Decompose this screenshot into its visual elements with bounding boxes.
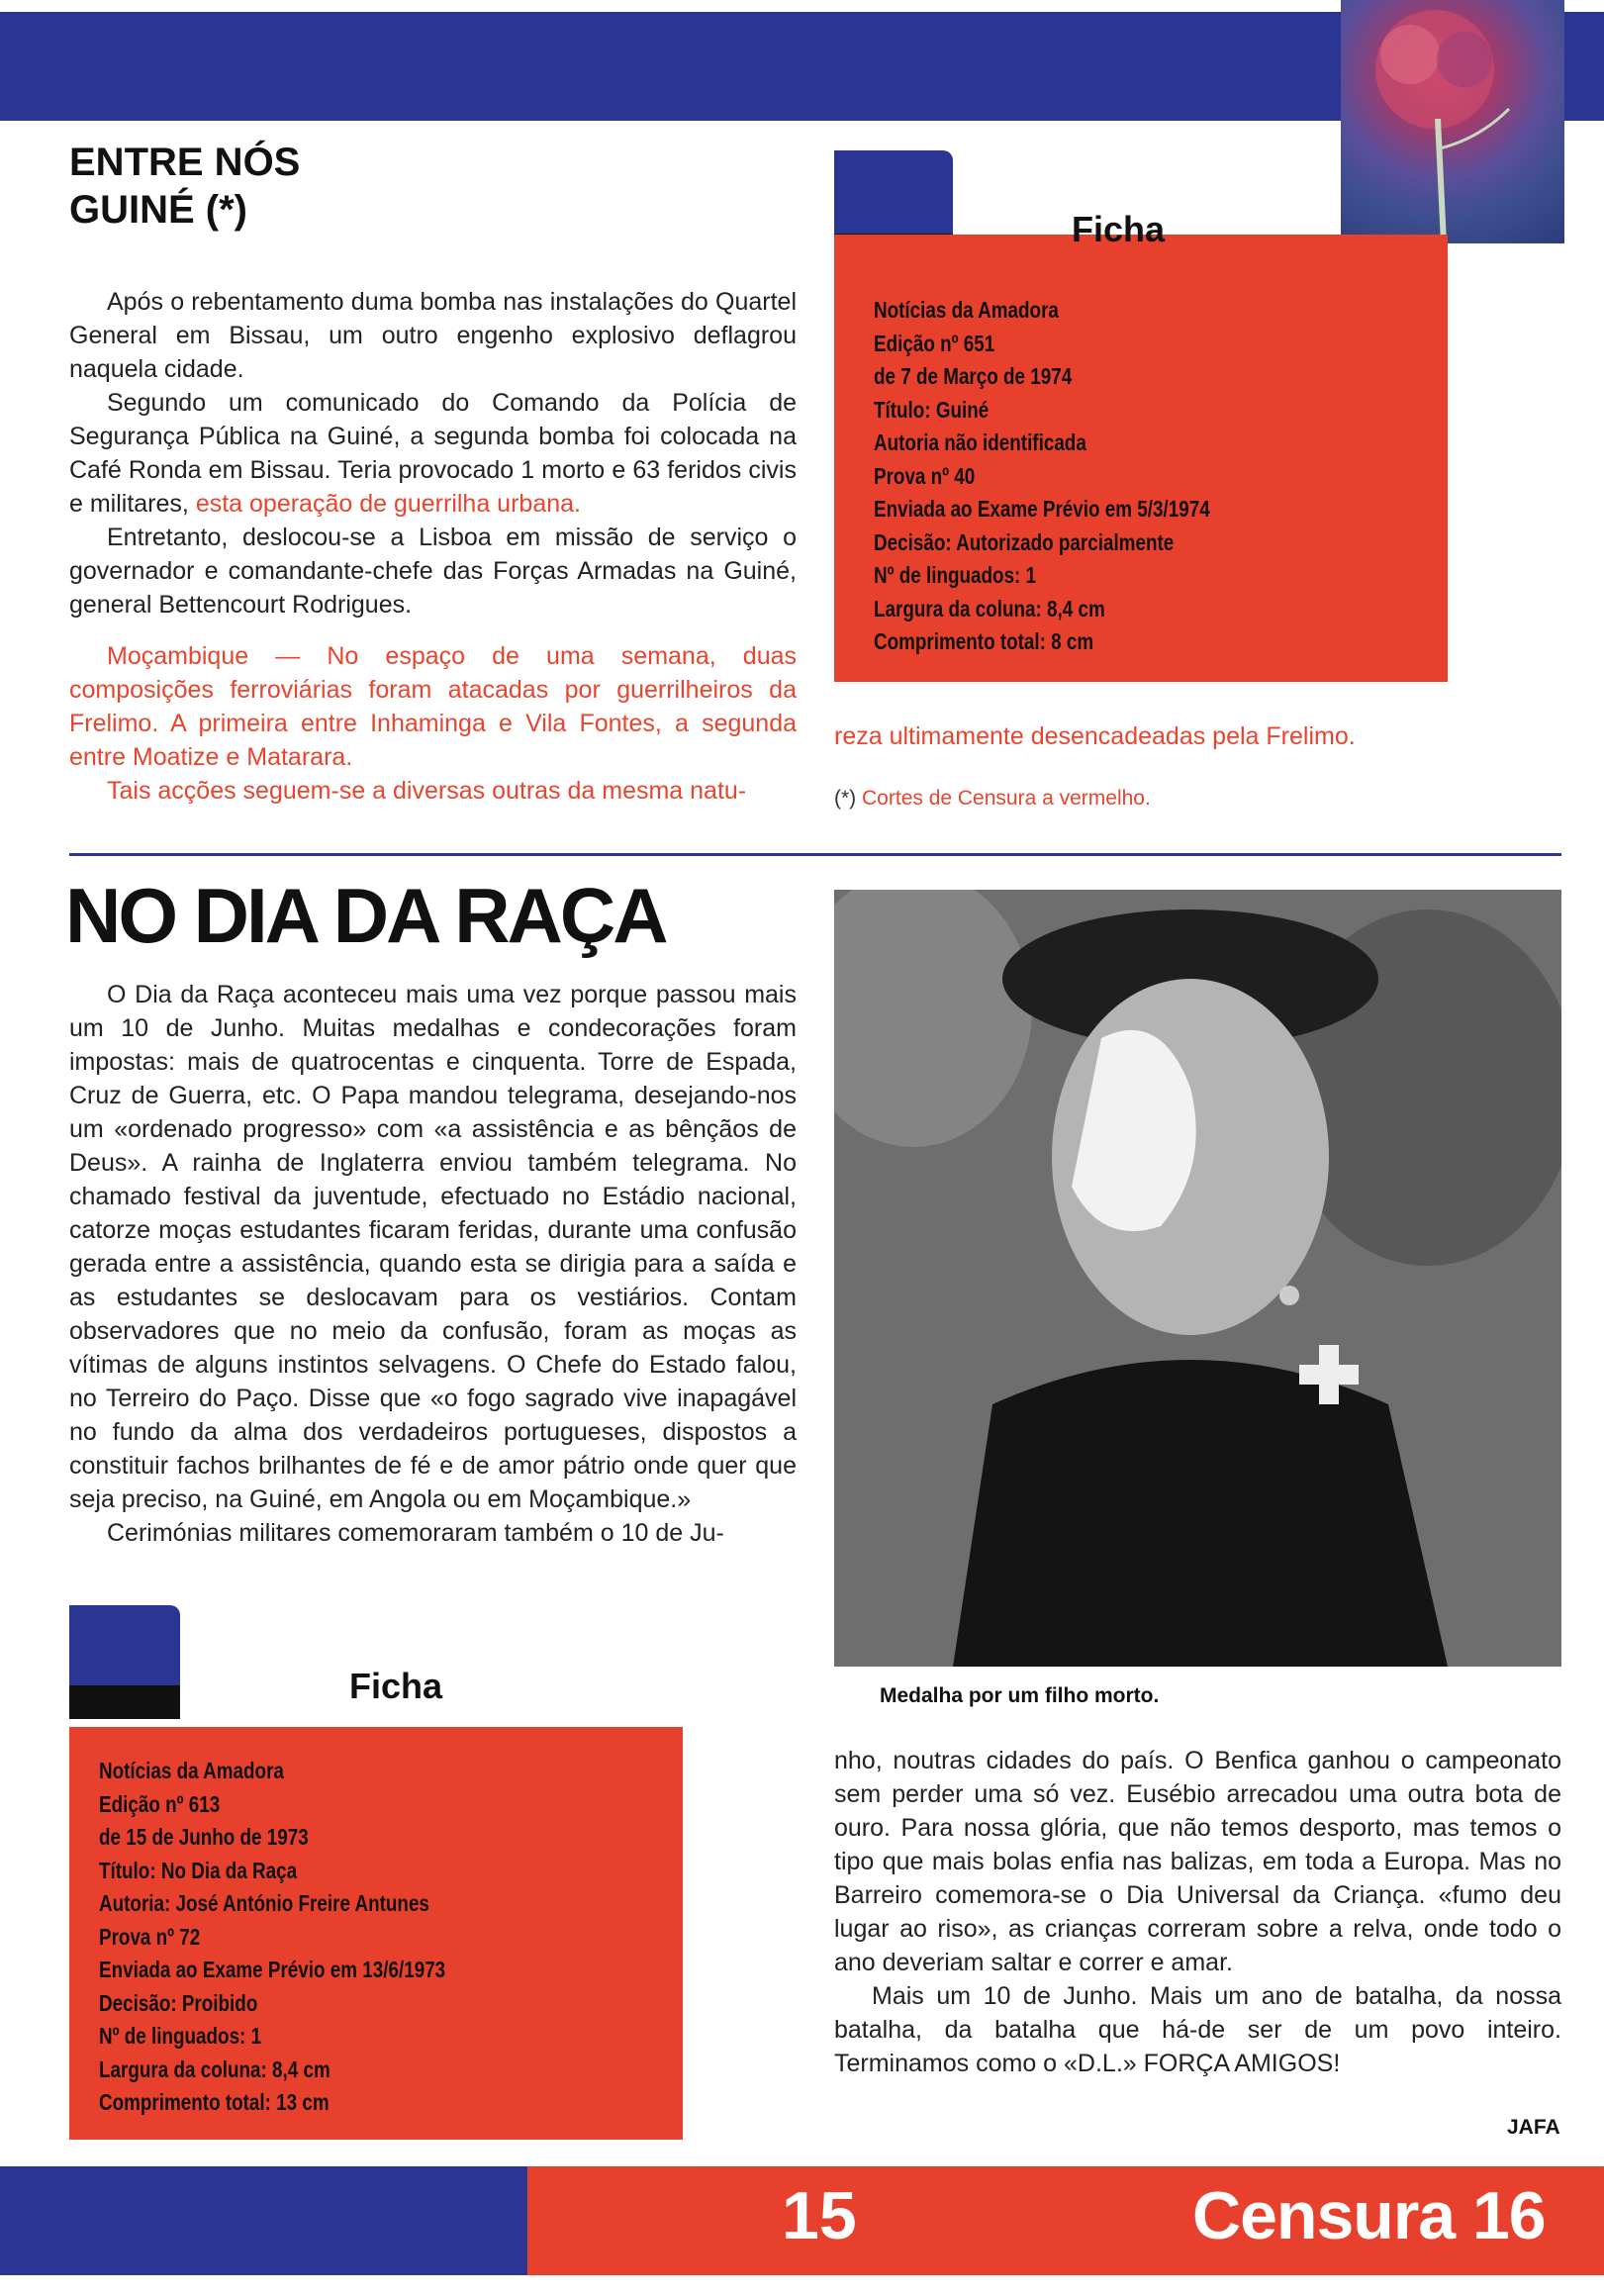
publication-brand: Censura 16 bbox=[1192, 2178, 1546, 2253]
article-paragraph: O Dia da Raça aconteceu mais uma vez porque passou mais um 10 de Junho. Muitas medalhas e condecorações foram impostas: mais de quatrocentas e cinquenta. Torre de Espada, Cruz de Guerra, etc. O Papa mandou telegrama, desejando-nos um «ordenado progresso» com «a assistência e as bênçãos de Deus». A rainha de Inglaterra enviou também telegrama. No chamado festival da juventude, efectuado no Estádio nacional, catorze moças estudantes ficaram feridas, durante uma confusão gerada entre a assistência, quando esta se dirigia para a saída e as estudantes se deslocavam para os vestiários. Contam observadores que no meio da confusão, foram as moças as vítimas de alguns instintos selvagens. O Chefe do Estado falou, no Terreiro do Paço. Disse que «o fogo sagrado vive inapagável no fundo da alma dos verdadeiros portugueses, dispostos a constituir fachos brilhantes de fé e de amor pátrio onde quer que seja preciso, na Guiné, em Angola ou em Moçambique.» bbox=[69, 981, 797, 1513]
ficha-line: Título: Guiné bbox=[874, 396, 990, 423]
ficha-line: Notícias da Amadora bbox=[99, 1758, 284, 1783]
ficha-line: de 15 de Junho de 1973 bbox=[99, 1824, 309, 1850]
carnation-image bbox=[1341, 0, 1564, 243]
section-divider bbox=[69, 853, 1561, 856]
article-paragraph bbox=[69, 386, 797, 521]
author-signature: JAFA bbox=[1507, 2116, 1560, 2139]
article-dia-da-raca bbox=[69, 978, 797, 1550]
page-number: 15 bbox=[782, 2178, 857, 2253]
article-paragraph: Cerimónias militares comemoraram também o 10 de Ju- bbox=[107, 1519, 724, 1547]
ficha-line: Autoria não identificada bbox=[874, 430, 1086, 455]
section-title bbox=[69, 139, 300, 234]
article-text: Segundo um comunicado do Comando da Polícia de Segurança Pública na Guiné, a segunda bomba foi colocada na Café Ronda em Bissau. Teria provocado 1 morto e 63 feridos civis e militares, bbox=[69, 389, 797, 518]
footnote-marker: (*) bbox=[834, 787, 857, 810]
ficha-tab bbox=[69, 1605, 180, 1719]
footer-bar-blue bbox=[0, 2166, 527, 2275]
ficha-title: Ficha bbox=[1072, 209, 1166, 249]
ficha-details bbox=[874, 294, 1210, 659]
footnote bbox=[834, 787, 1151, 811]
ficha-line: Autoria: José António Freire Antunes bbox=[99, 1890, 429, 1916]
ficha-line: Enviada ao Exame Prévio em 13/6/1973 bbox=[99, 1957, 446, 1982]
ficha-line: Enviada ao Exame Prévio em 5/3/1974 bbox=[874, 496, 1210, 522]
ficha-line: Largura da coluna: 8,4 cm bbox=[99, 2056, 330, 2082]
article-headline: NO DIA DA RAÇA bbox=[65, 872, 666, 959]
ficha-tab-shadow bbox=[69, 1685, 180, 1719]
ficha-line: Largura da coluna: 8,4 cm bbox=[874, 595, 1105, 622]
ficha-line: Comprimento total: 8 cm bbox=[874, 628, 1094, 654]
ficha-box-dia-da-raca bbox=[69, 1666, 683, 2140]
censored-continuation: reza ultimamente desencadeadas pela Frelimo. bbox=[834, 722, 1356, 750]
section-title-line2: GUINÉ (*) bbox=[69, 188, 247, 232]
section-title-line1: ENTRE NÓS bbox=[69, 141, 301, 184]
ficha-line: Título: No Dia da Raça bbox=[99, 1857, 298, 1883]
censored-text: esta operação de guerrilha urbana. bbox=[195, 490, 581, 518]
article-continuation bbox=[834, 1744, 1561, 2080]
ficha-line: Prova nº 40 bbox=[874, 462, 976, 489]
footnote-text: Cortes de Censura a vermelho. bbox=[862, 787, 1151, 810]
censored-paragraph: Tais acções seguem-se a diversas outras da mesma natu- bbox=[107, 777, 747, 805]
ficha-line: Comprimento total: 13 cm bbox=[99, 2089, 330, 2115]
ficha-line: Edição nº 613 bbox=[99, 1790, 221, 1817]
article-paragraph: Mais um 10 de Junho. Mais um ano de batalha, da nossa batalha, da batalha que há-de ser de um povo inteiro. Terminamos como o «D.L.» FORÇA AMIGOS! bbox=[834, 1982, 1561, 2077]
ficha-line: Edição nº 651 bbox=[874, 330, 995, 356]
ficha-line: de 7 de Março de 1974 bbox=[874, 363, 1073, 389]
ficha-title: Ficha bbox=[349, 1666, 443, 1706]
photo-caption: Medalha por um filho morto. bbox=[880, 1684, 1160, 1707]
article-paragraph: Entretanto, deslocou-se a Lisboa em missão de serviço o governador e comandante-chefe das Forças Armadas na Guiné, general Bettencourt Rodrigues. bbox=[69, 524, 797, 619]
ficha-line: Decisão: Autorizado parcialmente bbox=[874, 528, 1175, 555]
ficha-box-guine bbox=[834, 209, 1448, 682]
ficha-line: Nº de linguados: 1 bbox=[99, 2023, 262, 2049]
ficha-line: Decisão: Proibido bbox=[99, 1989, 258, 2016]
article-paragraph: Após o rebentamento duma bomba nas instalações do Quartel General em Bissau, um outro engenho explosivo deflagrou naquela cidade. bbox=[69, 288, 797, 383]
ficha-line: Nº de linguados: 1 bbox=[874, 562, 1037, 588]
ficha-details bbox=[99, 1755, 445, 2120]
censored-paragraph: Moçambique — No espaço de uma semana, duas composições ferroviárias foram atacadas por guerrilheiros da Frelimo. A primeira entre Inhaminga e Vila Fontes, a segunda entre Moatize e Matarara. bbox=[69, 642, 797, 771]
photo-man-with-medal bbox=[834, 890, 1561, 1667]
article-paragraph: nho, noutras cidades do país. O Benfica ganhou o campeonato sem perder uma só vez. Eusébio arrecadou uma outra bota de ouro. Para nossa glória, que não temos desporto, mas temos o tipo que mais bolas enfia nas balizas, em toda a Europa. Mas no Barreiro comemora-se o Dia Universal da Criança. «fumo deu lugar ao riso», as crianças correram sobre a relva, onde todo o ano deveriam saltar e correr e amar. bbox=[834, 1747, 1561, 1976]
ficha-line: Notícias da Amadora bbox=[874, 297, 1059, 323]
article-guine bbox=[69, 285, 797, 808]
ficha-line: Prova nº 72 bbox=[99, 1923, 201, 1950]
